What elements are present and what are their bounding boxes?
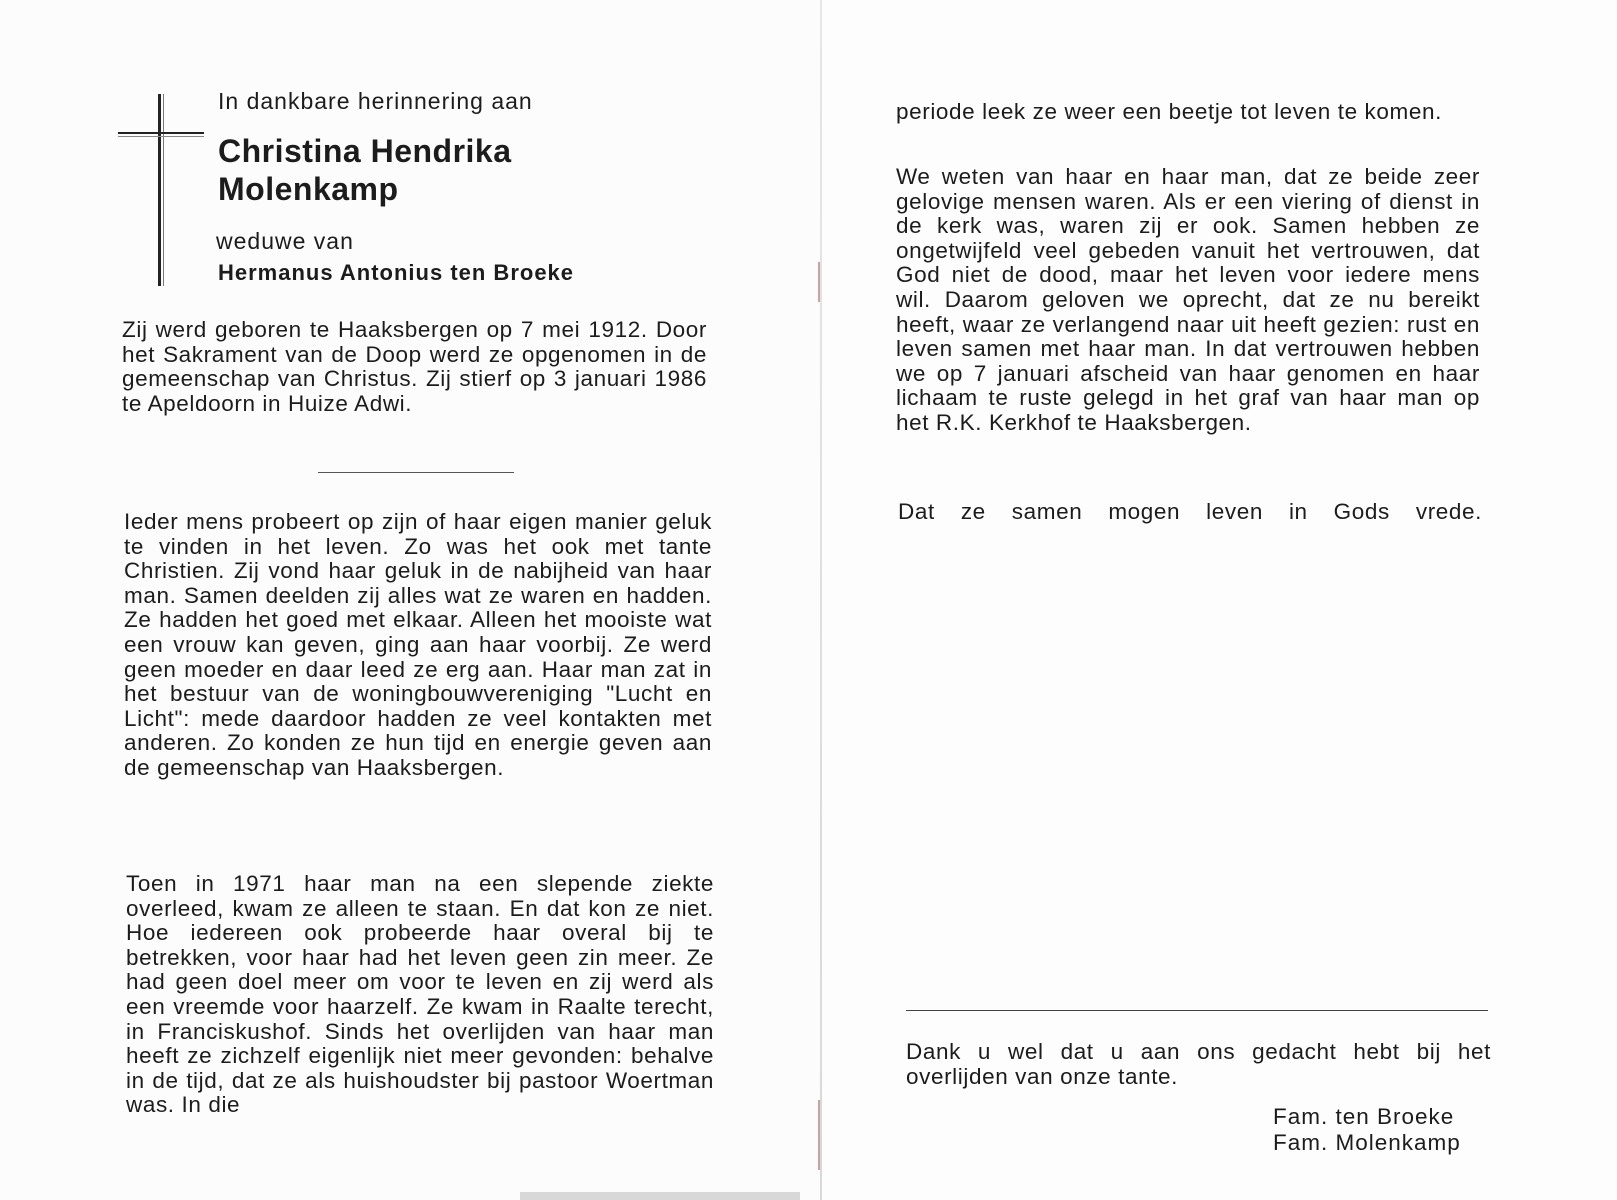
signature-molenkamp: Fam. Molenkamp <box>1273 1130 1461 1155</box>
birth-death-paragraph: Zij werd geboren te Haaksbergen op 7 mei 1912. Door het Sakrament van de Doop werd ze opgenomen in de gemeenschap van Christus. Zij stierf op 3 januari 1986 te Apeldoorn in Huize Adwi. <box>122 317 707 416</box>
closing-wish: Dat ze samen mogen leven in Gods vrede. <box>898 499 1482 524</box>
card-fold <box>820 0 822 1200</box>
divider-line <box>906 1010 1488 1011</box>
husband-name: Hermanus Antonius ten Broeke <box>218 260 575 285</box>
divider-line <box>318 472 514 473</box>
card-edge <box>520 1192 800 1200</box>
continuation-paragraph: periode leek ze weer een beetje tot leven te komen. <box>896 99 1442 124</box>
intro-text: In dankbare herinnering aan <box>218 88 533 114</box>
deceased-name <box>218 132 638 208</box>
widow-of-label: weduwe van <box>216 228 354 254</box>
fold-mark <box>818 1100 820 1170</box>
later-life-paragraph: Toen in 1971 haar man na een slepende ziekte overleed, kwam ze alleen te staan. En dat kon ze niet. Hoe iedereen ook probeerde haar overal bij te betrekken, voor haar had het leven geen zin meer. Ze had geen doel meer om voor te leven en zij werd als een vreemde voor haarzelf. Ze kwam in Raalte terecht, in Franciskushof. Sinds het overlijden van haar man heeft ze zichzelf eigenlijk niet meer gevonden: behalve in de tijd, dat ze als huishoudster bij pastoor Woertman was. In die <box>126 871 714 1118</box>
deceased-surname: Molenkamp <box>218 171 399 207</box>
deceased-first-names: Christina Hendrika <box>218 133 512 169</box>
signature-ten-broeke: Fam. ten Broeke <box>1273 1104 1455 1129</box>
fold-mark <box>818 262 820 302</box>
thanks-text: Dank u wel dat u aan ons gedacht hebt bij het overlijden van onze tante. <box>906 1039 1491 1089</box>
life-paragraph: Ieder mens probeert op zijn of haar eigen manier geluk te vinden in het leven. Zo was het ook met tante Christien. Zij vond haar geluk in de nabijheid van haar man. Samen deelden zij alles wat ze waren en hadden. Ze hadden het goed met elkaar. Alleen het mooiste wat een vrouw kan geven, ging aan haar voorbij. Ze werd geen moeder en daar leed ze erg aan. Haar man zat in het bestuur van de woningbouwvereniging "Lucht en Licht": mede daardoor hadden ze veel kontakten met anderen. Zo konden ze hun tijd en energie geven aan de gemeenschap van Haaksbergen. <box>124 509 712 780</box>
faith-paragraph: We weten van haar en haar man, dat ze beide zeer gelovige mensen waren. Als er een viering of dienst in de kerk was, waren zij er ook. Samen hebben ze ongetwijfeld veel gebeden vanuit het vertrouwen, dat God niet de dood, maar het leven voor iedere mens wil. Daarom geloven we oprecht, dat ze nu bereikt heeft, waar ze verlangend naar uit heeft gezien: rust en leven samen met haar man. In dat vertrouwen hebben we op 7 januari afscheid van haar genomen en haar lichaam te ruste gelegd in het graf van haar man op het R.K. Kerkhof te Haaksbergen. <box>896 164 1480 435</box>
